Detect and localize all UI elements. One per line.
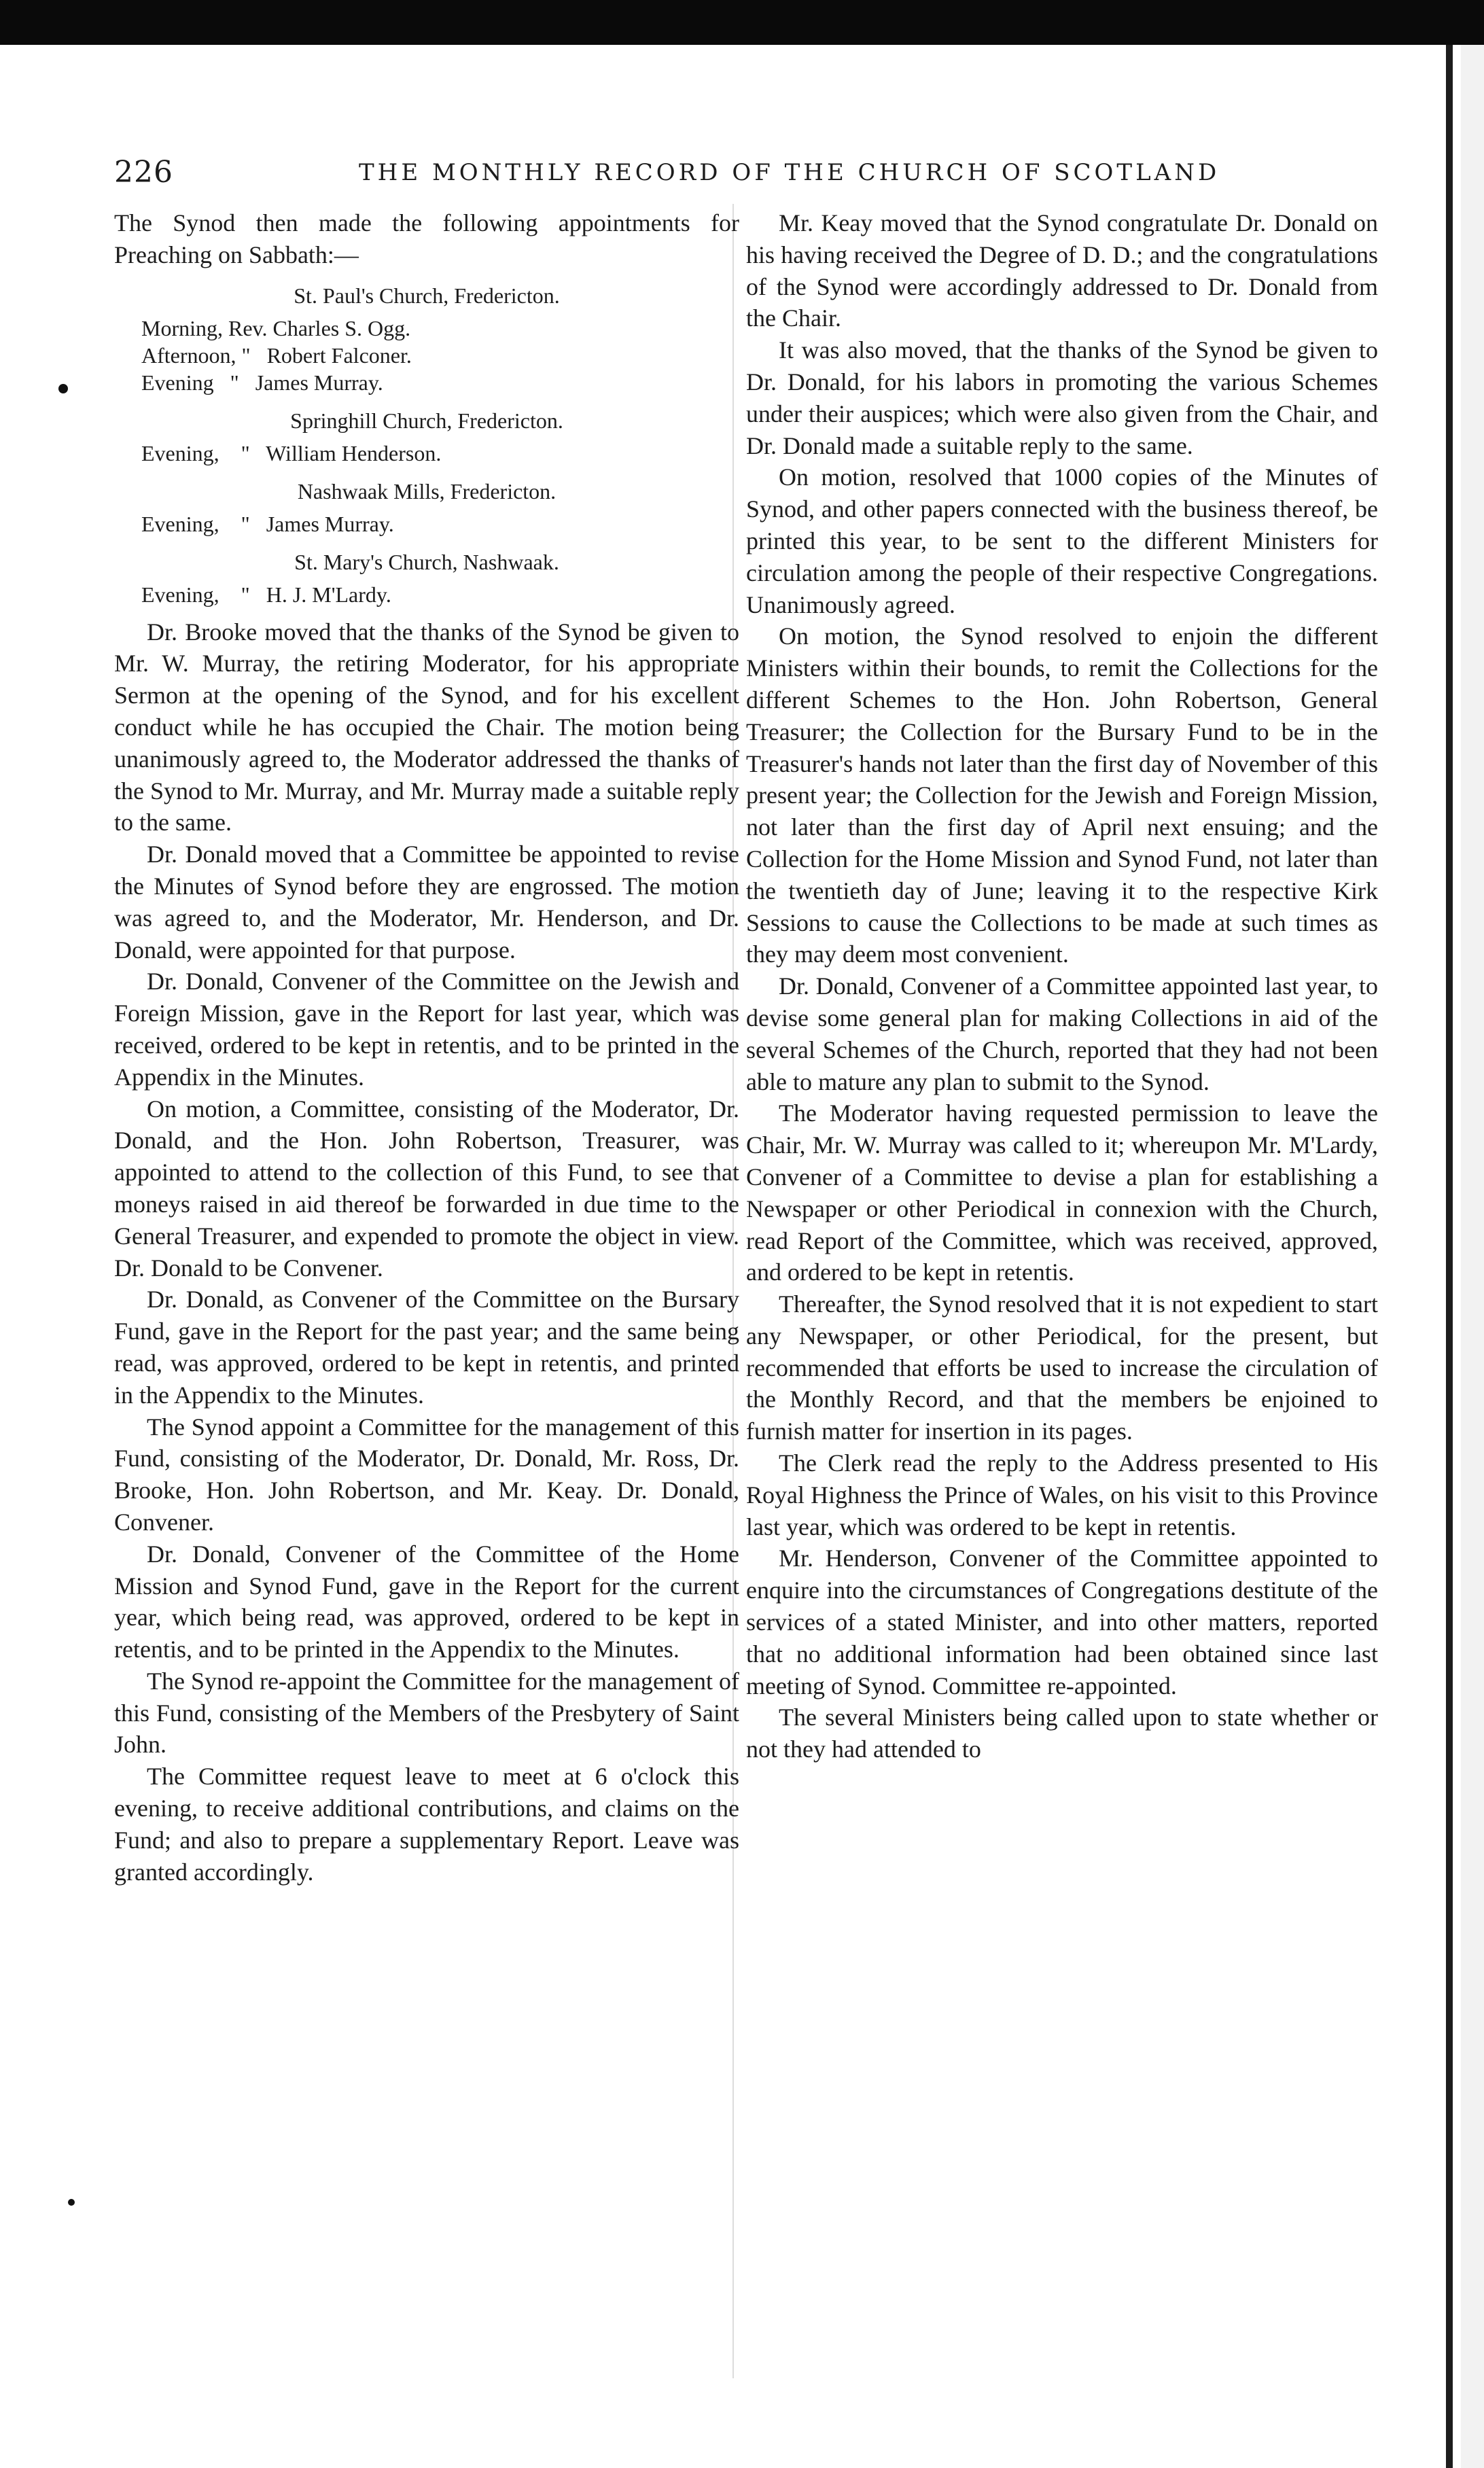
body-paragraph: On motion, a Committee, consisting of the Moderator, Dr. Donald, and the Hon. John Robertson, Treasurer, was appointed to attend to the collection of this Fund, to see that moneys raised in aid thereof be forwarded in due time to the General Treasurer, and expended to promote the object in view. Dr. Donald to be Convener. [114,1095,739,1282]
appointment-line: Evening, " H. J. M'Lardy. [141,582,391,607]
appointments-intro: The Synod then made the following appointments for Preaching on Sabbath:— [114,209,739,268]
body-paragraph: Mr. Henderson, Convener of the Committee appointed to enquire into the circumstances of Congregations destitute of the services of a stated Minister, and into other matters, reported that no additional information had been obtained since last meeting of Synod. Committee re-appointed. [746,1545,1378,1699]
body-paragraph: On motion, resolved that 1000 copies of the Minutes of Synod, and other papers connected with the business thereof, be printed this year, to be sent to the different Ministers for circulation among the people of their respective Congregations. Unanimously agreed. [746,463,1378,618]
body-paragraph: The Clerk read the reply to the Address presented to His Royal Highness the Prince of Wales, on his visit to this Province last year, which was ordered to be kept in retentis. [746,1449,1378,1540]
body-paragraph: The Moderator having requested permission to leave the Chair, Mr. W. Murray was called to it; whereupon Mr. M'Lardy, Convener of a Committee to devise a plan for establishing a Newspaper or other Periodical in connexion with the Church, read Report of the Committee, which was received, approved, and ordered to be kept in retentis. [746,1099,1378,1286]
scan-binding-edge [1446,45,1453,2468]
appointment-line: Evening, " William Henderson. [141,440,442,465]
scan-margin [1461,45,1484,2468]
left-column [114,207,739,1888]
stray-ink-mark [58,384,68,393]
body-paragraph: Dr. Donald moved that a Committee be appointed to revise the Minutes of Synod before they are engrossed. The motion was agreed to, and the Moderator, Mr. Henderson, and Dr. Donald, were appointed for that purpose. [114,841,739,964]
body-paragraph: The Synod appoint a Committee for the management of this Fund, consisting of the Moderator, Dr. Donald, Mr. Ross, Dr. Brooke, Hon. John Robertson, and Mr. Keay. Dr. Donald, Convener. [114,1413,739,1536]
body-paragraph: Mr. Keay moved that the Synod congratulate Dr. Donald on his having received the Degree of D. D.; and the congratulations of the Synod were accordingly addressed to Dr. Donald from the Chair. [746,209,1378,332]
body-paragraph: Dr. Donald, Convener of the Committee of the Home Mission and Synod Fund, gave in the Report for the current year, which being read, was approved, ordered to be kept in retentis, and to be printed in the Appendix to the Minutes. [114,1540,739,1663]
appointment-line: Evening " James Murray. [141,370,383,395]
right-column [746,207,1378,1765]
body-paragraph: Dr. Donald, as Convener of the Committee on the Bursary Fund, gave in the Report for the past year; and the same being read, was approved, ordered to be kept in retentis, and printed in the Appendix to the Minutes. [114,1286,739,1409]
appointment-church: St. Paul's Church, Fredericton. [294,283,560,308]
body-paragraph: Dr. Donald, Convener of a Committee appointed last year, to devise some general plan for making Collections in aid of the several Schemes of the Church, reported that they had not been able to mature any plan to submit to the Synod. [746,972,1378,1095]
page-number: 226 [114,155,173,190]
appointment-block [114,547,739,608]
appointment-line: Morning, Rev. Charles S. Ogg. [141,315,411,340]
appointment-church: St. Mary's Church, Nashwaak. [294,549,559,574]
appointment-block [114,476,739,537]
scan-top-border [0,0,1484,45]
appointment-block [114,281,739,396]
body-paragraph: Dr. Brooke moved that the thanks of the Synod be given to Mr. W. Murray, the retiring Moderator, for his appropriate Sermon at the opening of the Synod, and for his excellent conduct while he has occupied the Chair. The motion being unanimously agreed to, the Moderator addressed the thanks of the Synod to Mr. Murray, and Mr. Murray made a suitable reply to the same. [114,618,739,836]
body-paragraph: The Synod re-appoint the Committee for the management of this Fund, consisting of the Members of the Presbytery of Saint John. [114,1667,739,1759]
appointment-line: Evening, " James Murray. [141,511,394,536]
appointment-block [114,406,739,467]
body-paragraph: Thereafter, the Synod resolved that it is not expedient to start any Newspaper, or other Periodical, for the present, but recommended that efforts be used to increase the circulation of the Monthly Record, and that the members be enjoined to furnish matter for insertion in its pages. [746,1290,1378,1445]
body-paragraph: Dr. Donald, Convener of the Committee on the Jewish and Foreign Mission, gave in the Report for last year, which was received, ordered to be kept in retentis, and to be printed in the Appendix in the Minutes. [114,968,739,1091]
page-header [114,151,1392,198]
stray-ink-mark [68,2199,75,2206]
body-paragraph: The Committee request leave to meet at 6 o'clock this evening, to receive additional contributions, and claims on the Fund; and also to prepare a supplementary Report. Leave was granted accordingly. [114,1763,739,1886]
appointment-line: Afternoon, " Robert Falconer. [141,342,412,368]
running-head: THE MONTHLY RECORD OF THE CHURCH OF SCOTLAND [359,159,1220,186]
body-paragraph: The several Ministers being called upon to state whether or not they had attended to [746,1704,1378,1763]
body-paragraph: On motion, the Synod resolved to enjoin the different Ministers within their bounds, to remit the Collections for the different Schemes to the Hon. John Robertson, General Treasurer; the Collection for the Bursary Fund to be in the Treasurer's hands not later than the first day of November of this present year; the Collection for the Jewish and Foreign Mission, not later than the first day of April next ensuing; and the Collection for the Home Mission and Synod Fund, not later than the twentieth day of June; leaving it to the respective Kirk Sessions to cause the Collections to be made at such times as they may deem most convenient. [746,622,1378,968]
appointment-church: Nashwaak Mills, Fredericton. [297,478,556,504]
body-paragraph: It was also moved, that the thanks of the Synod be given to Dr. Donald, for his labors in promoting the various Schemes under their auspices; which were also given from the Chair, and Dr. Donald made a suitable reply to the same. [746,336,1378,459]
appointment-church: Springhill Church, Fredericton. [290,408,563,433]
